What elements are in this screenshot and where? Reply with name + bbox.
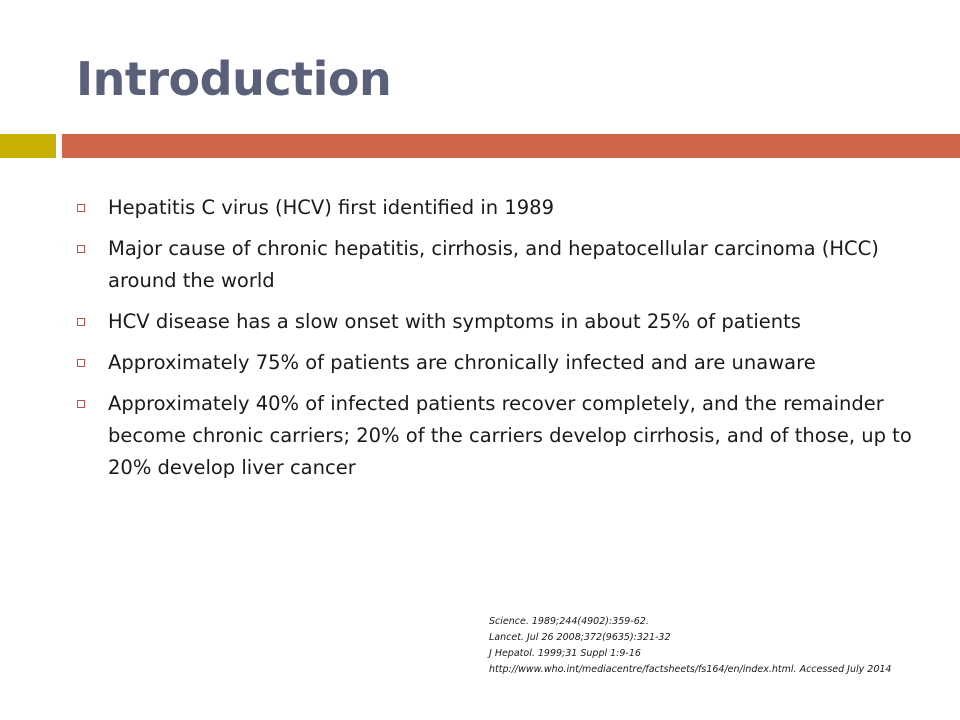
accent-block xyxy=(0,134,56,158)
slide-title: Introduction xyxy=(76,52,392,106)
bullet-item xyxy=(76,233,916,297)
reference-lancet: Lancet. Jul 26 2008;372(9635):321-32 xyxy=(489,632,671,643)
bullet-text: Approximately 40% of infected patients recover completely, and the remainder become chronic carriers; 20% of the carriers develop cirrhosis, and of those, up to 20% develop liver cancer xyxy=(108,392,912,479)
bullet-text: Hepatitis C virus (HCV) first identified in 1989 xyxy=(108,196,554,219)
reference-list xyxy=(489,614,949,678)
accent-bar xyxy=(62,134,960,158)
bullet-item xyxy=(76,192,916,224)
square-bullet-icon xyxy=(77,245,85,253)
bullet-text: Major cause of chronic hepatitis, cirrhosis, and hepatocellular carcinoma (HCC) around the world xyxy=(108,237,879,292)
square-bullet-icon xyxy=(77,359,85,367)
reference-science: Science. 1989;244(4902):359-62. xyxy=(489,616,649,627)
square-bullet-icon xyxy=(77,400,85,408)
square-bullet-icon xyxy=(77,204,85,212)
bullet-text: Approximately 75% of patients are chronically infected and are unaware xyxy=(108,351,816,374)
bullet-text: HCV disease has a slow onset with symptoms in about 25% of patients xyxy=(108,310,801,333)
bullet-item xyxy=(76,347,916,379)
reference-j-hepatol: J Hepatol. 1999;31 Suppl 1:9-16 xyxy=(489,648,641,659)
bullet-item xyxy=(76,306,916,338)
square-bullet-icon xyxy=(77,318,85,326)
bullet-item xyxy=(76,388,916,484)
bullet-list xyxy=(76,192,916,493)
reference-who-url: http://www.who.int/mediacentre/factsheets/fs164/en/index.html. Accessed July 2014 xyxy=(489,664,892,675)
